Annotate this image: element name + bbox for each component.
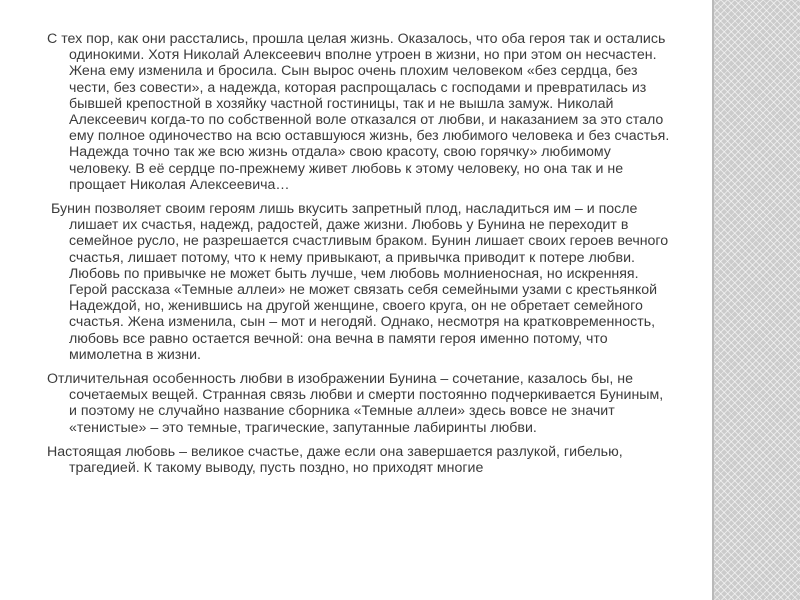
- side-panel-edge: [712, 0, 714, 600]
- paragraph-3: Отличительная особенность любви в изображении Бунина – сочетание, казалось бы, не сочетаемых вещей. Странная связь любви и смерти постоянно подчеркивается Буниным, и поэтому не случайно название сборника «Темные аллеи» здесь вовсе не значит «тенистые» – это темные, трагические, запутанные лабиринты любви.: [47, 371, 664, 436]
- paragraph-1: С тех пор, как они расстались, прошла целая жизнь. Оказалось, что оба героя так и остались одинокими. Хотя Николай Алексеевич вполне утроен в жизни, но при этом он несчастен. Жена ему изменила и бросила. Сын вырос очень плохим человеком «без сердца, без чести, без совести», а надежда, которая распрощалась с господами и превратилась из бывшей крепостной в хозяйку частной гостиницы, так и не вышла замуж. Николай Алексеевич когда-то по собственной воле отказался от любви, и наказанием за это стало ему полное одиночество на всю оставшуюся жизнь, без любимого человека и без счастья. Надежда точно так же всю жизнь отдала» свою красоту, свою горячку» любимому человеку. В её сердце по-прежнему живет любовь к этому человеку, но она так и не прощает Николая Алексеевича…: [47, 31, 670, 193]
- paragraph-4: Настоящая любовь – великое счастье, даже если она завершается разлукой, гибелью, трагедией. К такому выводу, пусть поздно, но приходят многие: [47, 443, 623, 477]
- decorative-side-panel: [712, 0, 800, 600]
- paragraph-2: Бунин позволяет своим героям лишь вкусить запретный плод, насладиться им – и после лишает их счастья, надежд, радостей, даже жизни. Любовь у Бунина не переходит в семейное русло, не разрешается счастливым браком. Бунин лишает своих героев вечного счастья, лишает потому, что к нему привыкают, а привычка приводит к потере любви. Любовь по привычке не может быть лучше, чем любовь молниеносная, но искренняя. Герой рассказа «Темные аллеи» не может связать себя семейными узами с крестьянкой Надеждой, но, женившись на другой женщине, своего круга, он не обретает семейного счастья. Жена изменила, сын – мот и негодяй. Однако, несмотря на кратковременность, любовь все равно остается вечной: она вечна в памяти героя именно потому, что мимолетна в жизни.: [51, 201, 669, 363]
- slide-text-body: [47, 31, 675, 484]
